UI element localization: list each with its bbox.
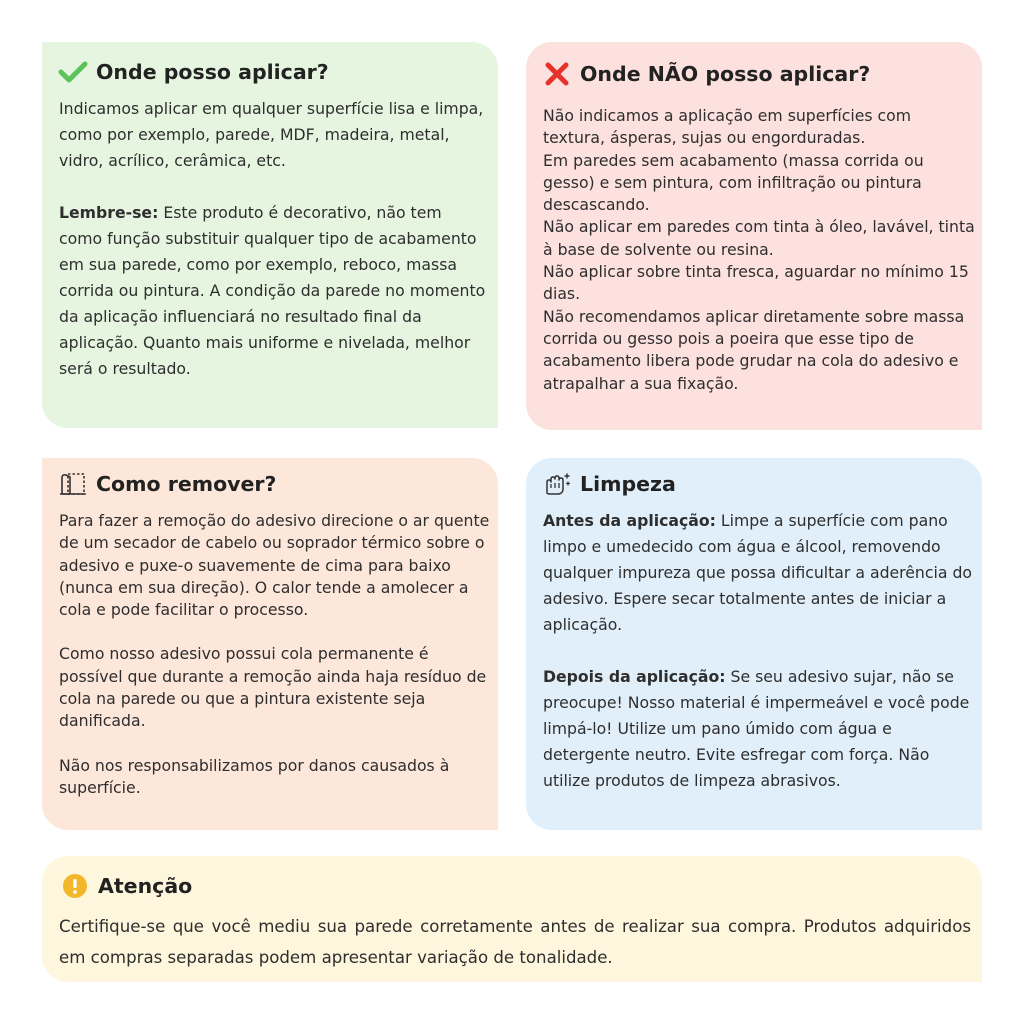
cleaning-heading [542,471,676,497]
warning-icon [60,873,90,899]
where-not-apply-p1: Não indicamos a aplicação em superfícies com textura, ásperas, sujas ou engorduradas. [543,106,912,148]
cleaning-hand-icon [542,471,572,497]
peel-sticker-icon [58,471,88,497]
remove-p3: Não nos responsabilizamos por danos causados à superfície. [59,755,450,797]
cleaning-title: Limpeza [580,472,676,496]
where-not-apply-title: Onde NÃO posso aplicar? [580,62,871,86]
where-apply-heading [58,59,329,85]
where-not-apply-body [543,105,975,395]
attention-text: Certifique-se que você mediu sua parede corretamente antes de realizar sua compra. Produtos adquiridos em compras separadas podem apresentar variação de tonalidade. [59,917,971,967]
where-not-apply-p5: Não recomendamos aplicar diretamente sobre massa corrida ou gesso pois a poeira que esse tipo de acabamento libera pode grudar na cola do adesivo e atrapalhar a sua fixação. [543,306,965,393]
where-apply-card [42,42,498,428]
where-apply-body [59,96,489,382]
attention-heading [60,873,192,899]
where-apply-title: Onde posso aplicar? [96,60,329,84]
remember-label: Lembre-se: [59,203,159,222]
cross-icon [542,61,572,87]
cleaning-before [543,508,975,638]
before-label: Antes da aplicação: [543,511,716,530]
attention-title: Atenção [98,874,193,898]
remove-card [42,458,498,830]
after-label: Depois da aplicação: [543,667,726,686]
cleaning-card [526,458,982,830]
remove-heading [58,471,276,497]
remove-p1: Para fazer a remoção do adesivo direcione o ar quente de um secador de cabelo ou soprador térmico sobre o adesivo e puxe-o suavemente de cima para baixo (nunca em sua direção). O calor tende a amolecer a cola e pode facilitar o processo. [59,511,490,620]
remove-body [59,510,491,799]
remove-title: Como remover? [96,472,277,496]
cleaning-after [543,664,975,794]
where-not-apply-heading [542,61,870,87]
checkmark-icon [58,59,88,85]
remember-text: Este produto é decorativo, não tem como função substituir qualquer tipo de acabamento em sua parede, como por exemplo, reboco, massa corrida ou pintura. A condição da parede no momento da aplicação influenciará no resultado final da aplicação. Quanto mais uniforme e nivelada, melhor será o resultado. [59,203,486,378]
where-apply-remember [59,200,489,382]
where-not-apply-card [526,42,982,430]
where-not-apply-p4: Não aplicar sobre tinta fresca, aguardar no mínimo 15 dias. [543,262,969,304]
where-not-apply-p3: Não aplicar em paredes com tinta à óleo, lavável, tinta à base de solvente ou resina. [543,217,975,259]
after-text: Se seu adesivo sujar, não se preocupe! Nosso material é impermeável e você pode limpá-lo! Utilize um pano úmido com água e detergente neutro. Evite esfregar com força. Não utilize produtos de limpeza abrasivos. [543,667,970,790]
remove-p2: Como nosso adesivo possui cola permanente é possível que durante a remoção ainda haja resíduo de cola na parede ou que a pintura existente seja danificada. [59,644,487,731]
where-apply-intro: Indicamos aplicar em qualquer superfície lisa e limpa, como por exemplo, parede, MDF, madeira, metal, vidro, acrílico, cerâmica, etc. [59,99,484,170]
where-not-apply-p2: Em paredes sem acabamento (massa corrida ou gesso) e sem pintura, com infiltração ou pintura descascando. [543,150,924,215]
before-text: Limpe a superfície com pano limpo e umedecido com água e álcool, removendo qualquer impureza que possa dificultar a aderência do adesivo. Espere secar totalmente antes de iniciar a aplicação. [543,511,973,634]
attention-card [42,856,982,982]
cleaning-body [543,508,975,794]
